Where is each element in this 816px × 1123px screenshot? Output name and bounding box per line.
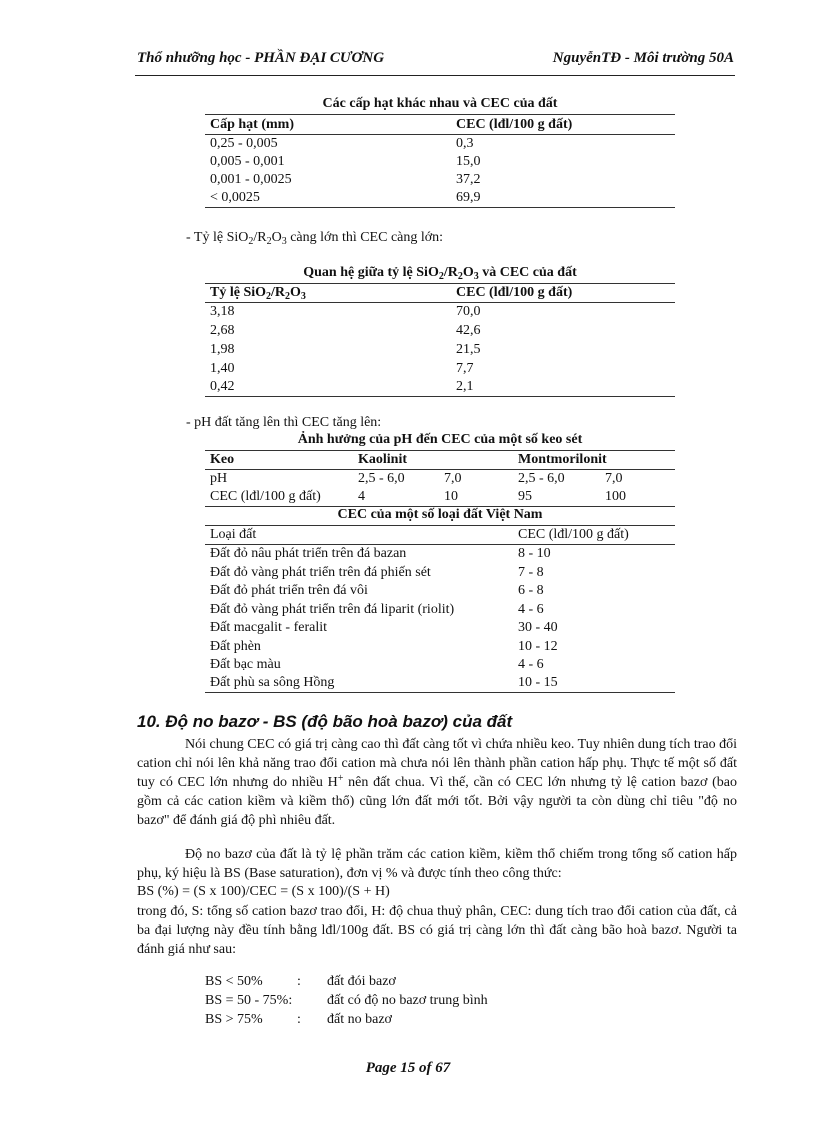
note-ph: - pH đất tăng lên thì CEC tăng lên: [186, 415, 382, 430]
bs-formula: BS (%) = (S x 100)/CEC = (S x 100)/(S + H) [137, 884, 390, 899]
table-cell: 10 [444, 489, 458, 504]
table-cell: 30 - 40 [518, 620, 558, 635]
criteria-value: đất có độ no bazơ trung bình [327, 993, 488, 1008]
table-cell: Đất đỏ vàng phát triển trên đá phiến sét [210, 565, 431, 580]
table4-col2-header: CEC (lđl/100 g đất) [518, 527, 629, 542]
table-cell: 0,42 [210, 379, 235, 394]
table4-col1-header: Loại đất [210, 527, 257, 542]
table-cell: 2,5 - 6,0 [518, 471, 565, 486]
table-cell: Đất đỏ nâu phát triển trên đá bazan [210, 546, 407, 561]
table4-title: CEC của một số loại đất Việt Nam [337, 507, 543, 522]
table-cell: 95 [518, 489, 532, 504]
table-cell: Đất bạc màu [210, 657, 281, 672]
header-left: Thổ nhưỡng học - PHẦN ĐẠI CƯƠNG [137, 50, 385, 66]
table-cell: 4 - 6 [518, 657, 544, 672]
table-cell: Đất đỏ phát triển trên đá vôi [210, 583, 368, 598]
table2-header-rule [205, 302, 675, 303]
table1-col1-header: Cấp hạt (mm) [210, 117, 294, 132]
table-cell: 0,001 - 0,0025 [210, 172, 292, 187]
table-cell: pH [210, 471, 228, 486]
table1-bottom-rule [205, 207, 675, 208]
table-cell: 0,3 [456, 136, 474, 151]
table-cell: 4 [358, 489, 365, 504]
table-cell: CEC (lđl/100 g đất) [210, 489, 321, 504]
table-cell: 1,98 [210, 342, 235, 357]
table-cell: 7,7 [456, 361, 474, 376]
criteria-value: đất no bazơ [327, 1012, 392, 1027]
header-right: NguyễnTĐ - Môi trường 50A [552, 50, 734, 66]
table-cell: 8 - 10 [518, 546, 551, 561]
criteria-label: BS < 50% [205, 974, 263, 989]
page-number: Page 15 of 67 [365, 1060, 451, 1076]
table-cell: Đất phèn [210, 639, 261, 654]
table3-title: Ảnh hưởng của pH đến CEC của một số keo sét [297, 432, 583, 447]
paragraph-3: trong đó, S: tổng số cation bazơ trao đổi, H: độ chua thuỷ phân, CEC: dung tích trao đổi cation của đất, cả ba đại lượng này đều tính bằng lđl/100g đất. BS có giá trị càng lớn thì đất càng bão hoà bazơ. Người ta đánh giá như sau: [137, 904, 737, 957]
table4-bottom-rule [205, 692, 675, 693]
table1-title: Các cấp hạt khác nhau và CEC của đất [322, 96, 558, 111]
note-sio2-ratio: - Tỷ lệ $SiO_2/R_2O_3$ càng lớn thì CEC càng lớn: [186, 230, 444, 247]
table-cell: Đất đỏ vàng phát triển trên đá liparit (riolit) [210, 602, 455, 617]
table-cell: 10 - 12 [518, 639, 558, 654]
table-cell: 4 - 6 [518, 602, 544, 617]
table-cell: 7 - 8 [518, 565, 544, 580]
paragraph-2: Độ no bazơ của đất là tỷ lệ phần trăm các cation kiềm, kiềm thổ chiếm trong tổng số cation hấp phụ, ký hiệu là BS (Base saturation), đơn vị % và được tính theo công thức: [137, 847, 737, 881]
table-cell: 1,40 [210, 361, 235, 376]
table-cell: 42,6 [456, 323, 481, 338]
table-cell: 21,5 [456, 342, 481, 357]
header-divider [135, 75, 735, 76]
table-cell: Đất macgalit - feralit [210, 620, 327, 635]
table2-title: Quan hệ giữa tỷ lệ $SiO_2/R_2O_3$ và CEC của đất [303, 265, 577, 282]
table1-col2-header: CEC (lđl/100 g đất) [456, 117, 573, 132]
table-cell: 69,9 [456, 190, 481, 205]
paragraph-1: Nói chung CEC có giá trị càng cao thì đất càng tốt vì chứa nhiều keo. Tuy nhiên dung tích trao đổi cation chỉ nói lên khả năng trao đổi cation mà chưa nói lên thành phần cation hấp phụ. Thực tế một số đất tuy có CEC lớn nhưng do nhiều H+ nên đất chua. Vì thế, cần có CEC lớn nhưng tỷ lệ cation bazơ (bao gồm cả các cation kiềm và kiềm thổ) cũng lớn đất mới tốt. Bởi vậy người ta còn dùng chỉ tiêu "độ no bazơ" để đánh giá độ phì nhiêu đất. [137, 737, 737, 828]
table-cell: 37,2 [456, 172, 481, 187]
table-cell: 7,0 [444, 471, 462, 486]
table2-col1-header: Tỷ lệ $SiO_2/R_2O_3$ [210, 285, 306, 302]
table-cell: 2,5 - 6,0 [358, 471, 405, 486]
table-cell: 0,005 - 0,001 [210, 154, 285, 169]
table-cell: 100 [605, 489, 626, 504]
table-cell: 70,0 [456, 304, 481, 319]
table-cell: 15,0 [456, 154, 481, 169]
section-title: 10. Độ no bazơ - BS (độ bão hoà bazơ) của đất [137, 712, 513, 731]
table1-top-rule [205, 114, 675, 115]
table-cell: 7,0 [605, 471, 623, 486]
table-cell: 3,18 [210, 304, 235, 319]
table-cell: < 0,0025 [210, 190, 260, 205]
table2-col2-header: CEC (lđl/100 g đất) [456, 285, 573, 300]
table3-col3-header: Montmorilonit [518, 452, 607, 467]
table2-bottom-rule [205, 396, 675, 397]
table-cell: 0,25 - 0,005 [210, 136, 278, 151]
criteria-value: đất đói bazơ [327, 974, 396, 989]
criteria-colon: : [297, 1012, 301, 1027]
table3-col2-header: Kaolinit [358, 452, 408, 467]
criteria-colon: : [297, 974, 301, 989]
table-cell: 2,68 [210, 323, 235, 338]
table-cell: 2,1 [456, 379, 474, 394]
criteria-label: BS > 75% [205, 1012, 263, 1027]
table3-col1-header: Keo [210, 452, 235, 467]
criteria-label: BS = 50 - 75%: [205, 993, 293, 1008]
table-cell: 6 - 8 [518, 583, 544, 598]
table-cell: Đất phù sa sông Hồng [210, 675, 335, 690]
table-cell: 10 - 15 [518, 675, 558, 690]
